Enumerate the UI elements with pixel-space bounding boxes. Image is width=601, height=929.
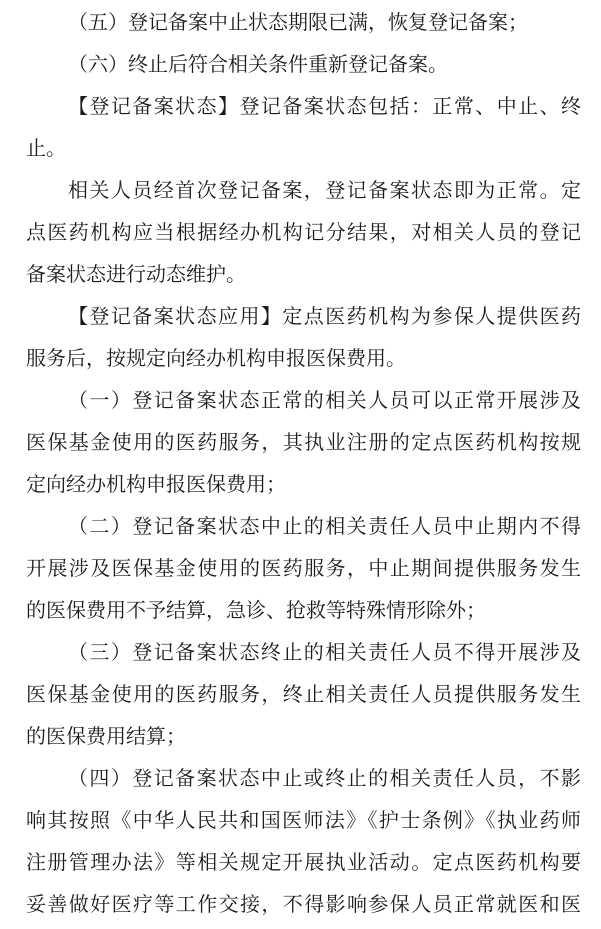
text-line: 止。 — [26, 136, 66, 160]
text-line: 定向经办机构申报医保费用； — [26, 472, 286, 496]
text-line: （一）登记备案状态正常的相关人员可以正常开展涉及 — [68, 388, 581, 412]
text-line: 医保基金使用的医药服务，其执业注册的定点医药机构按规 — [26, 430, 581, 454]
text-line: 医保基金使用的医药服务，终止相关责任人员提供服务发生 — [26, 682, 581, 706]
text-line: 【登记备案状态】登记备案状态包括：正常、中止、终 — [68, 94, 581, 118]
text-line: 响其按照《中华人民共和国医师法》《护士条例》《执业药师 — [26, 808, 581, 832]
text-line: （五）登记备案中止状态期限已满，恢复登记备案； — [68, 10, 528, 34]
text-line: 备案状态进行动态维护。 — [26, 262, 246, 286]
text-line: （三）登记备案状态终止的相关责任人员不得开展涉及 — [68, 640, 581, 664]
text-line: （二）登记备案状态中止的相关责任人员中止期内不得 — [68, 514, 581, 538]
text-line: （四）登记备案状态中止或终止的相关责任人员，不影 — [68, 766, 581, 790]
text-line: 服务后，按规定向经办机构申报医保费用。 — [26, 346, 406, 370]
text-line: 的医保费用不予结算，急诊、抢救等特殊情形除外； — [26, 598, 486, 622]
text-line: 开展涉及医保基金使用的医药服务，中止期间提供服务发生 — [26, 556, 581, 580]
text-line: 妥善做好医疗等工作交接，不得影响参保人员正常就医和医 — [26, 892, 581, 916]
text-line: 【登记备案状态应用】定点医药机构为参保人提供医药 — [68, 304, 581, 328]
text-line: 点医药机构应当根据经办机构记分结果，对相关人员的登记 — [26, 220, 581, 244]
text-line: 注册管理办法》等相关规定开展执业活动。定点医药机构要 — [26, 850, 581, 874]
text-line: 的医保费用结算； — [26, 724, 186, 748]
text-line: 相关人员经首次登记备案，登记备案状态即为正常。定 — [68, 178, 581, 202]
text-line: （六）终止后符合相关条件重新登记备案。 — [68, 52, 448, 76]
